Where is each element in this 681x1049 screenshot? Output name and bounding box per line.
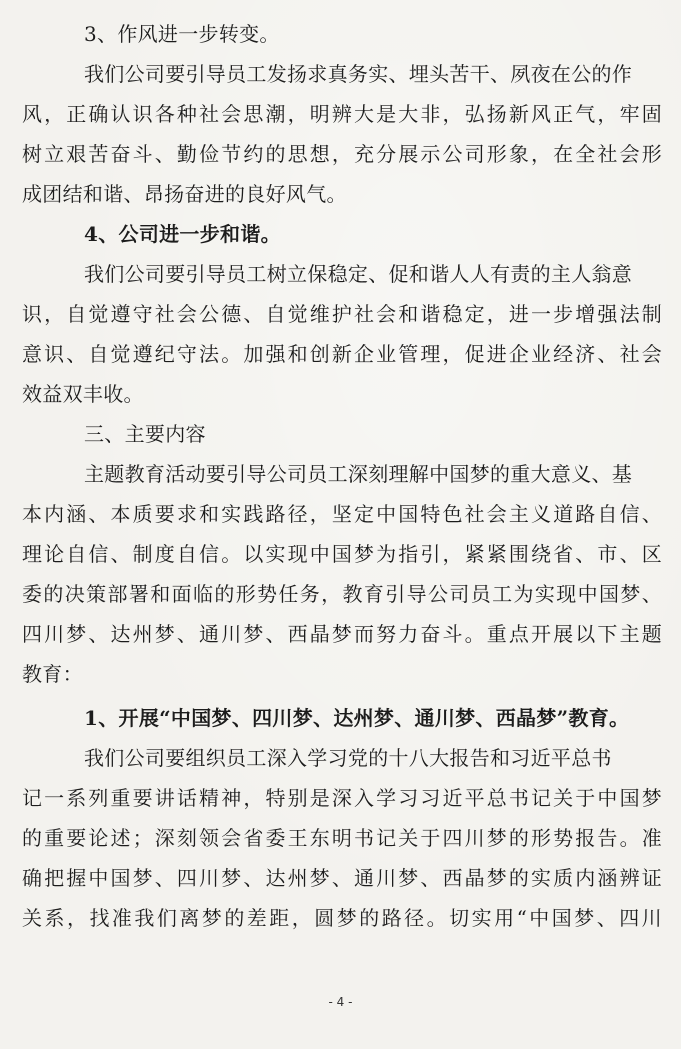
document-body: [22, 14, 662, 938]
paragraph-line: 确把握中国梦、四川梦、达州梦、通川梦、西晶梦的实质内涵辨证: [22, 866, 662, 890]
paragraph-line: 我们公司要组织员工深入学习党的十八大报告和习近平总书: [84, 746, 612, 770]
paragraph-line: 风，正确认识各种社会思潮，明辨大是大非，弘扬新风正气，牢固: [22, 102, 662, 126]
paragraph-line: 理论自信、制度自信。以实现中国梦为指引，紧紧围绕省、市、区: [22, 542, 662, 566]
paragraph-line: 识，自觉遵守社会公德、自觉维护社会和谐稳定，进一步增强法制: [22, 302, 662, 326]
paragraph-line: 我们公司要引导员工发扬求真务实、埋头苦干、夙夜在公的作: [84, 62, 633, 86]
paragraph-line: 的重要论述；深刻领会省委王东明书记关于四川梦的形势报告。准: [22, 826, 662, 850]
paragraph-line: 成团结和谐、昂扬奋进的良好风气。: [22, 182, 347, 206]
item-1-heading: 1、开展“中国梦、四川梦、达州梦、通川梦、西晶梦”教育。: [84, 706, 630, 730]
paragraph-line: 记一系列重要讲话精神，特别是深入学习习近平总书记关于中国梦: [22, 786, 662, 810]
paragraph-line: 效益双丰收。: [22, 382, 144, 406]
paragraph-line: 主题教育活动要引导公司员工深刻理解中国梦的重大意义、基: [84, 462, 633, 486]
paragraph-line: 意识、自觉遵纪守法。加强和创新企业管理，促进企业经济、社会: [22, 342, 662, 366]
main-content-heading: 三、主要内容: [84, 422, 206, 446]
paragraph-line: 教育：: [22, 662, 83, 686]
page-number: - 4 -: [328, 995, 353, 1009]
paragraph-line: 关系，找准我们离梦的差距，圆梦的路径。切实用“中国梦、四川: [22, 906, 662, 930]
paragraph-line: 委的决策部署和面临的形势任务，教育引导公司员工为实现中国梦、: [22, 582, 662, 606]
section-4-heading: 4、公司进一步和谐。: [84, 222, 281, 246]
paragraph-line: 四川梦、达州梦、通川梦、西晶梦而努力奋斗。重点开展以下主题: [22, 622, 662, 646]
paragraph-line: 树立艰苦奋斗、勤俭节约的思想，充分展示公司形象，在全社会形: [22, 142, 662, 166]
paragraph-line: 本内涵、本质要求和实践路径，坚定中国特色社会主义道路自信、: [22, 502, 662, 526]
section-3-heading: 3、作风进一步转变。: [84, 22, 280, 46]
paragraph-line: 我们公司要引导员工树立保稳定、促和谐人人有责的主人翁意: [84, 262, 633, 286]
